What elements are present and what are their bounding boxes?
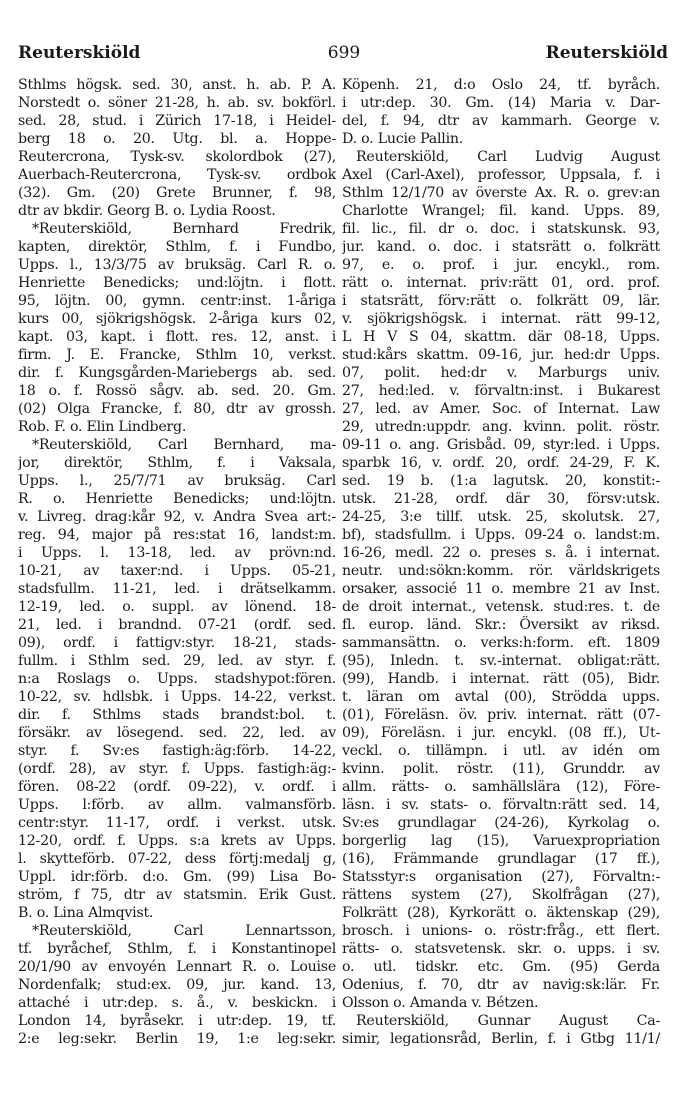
text-line: berg 18 o. 20. Utg. bl. a. Hoppe- [18,131,336,147]
text-line: fl. europ. länd. Skr.: Översikt av riksd. [342,617,660,633]
text-line: 12-20, ordf. f. Upps. s:a krets av Upps. [18,833,336,849]
text-line: kapt. 03, kapt. i flott. res. 12, anst. i [18,329,336,345]
text-line: Auerbach-Reutercrona, Tysk-sv. ordbok [18,167,336,183]
text-line: attaché i utr:dep. s. å., v. beskickn. i [18,995,336,1011]
text-line: v. Livreg. drag:kår 92, v. Andra Svea art:- [18,509,336,525]
text-line: del, f. 94, dtr av kammarh. George v. [342,113,660,129]
text-line: Charlotte Wrangel; fil. kand. Upps. 89, [342,203,660,219]
text-line: 20/1/90 av envoyén Lennart R. o. Louise [18,959,336,975]
text-line: l. skytteförb. 07-22, dess förtj:medalj g, [18,851,336,867]
text-line: 12-19, led. o. suppl. av lönend. 18- [18,599,336,615]
text-line: 21, led. i brandnd. 07-21 (ordf. sed. [18,617,336,633]
text-line: (ordf. 28), av styr. f. Upps. fastigh:äg:- [18,761,336,777]
text-line: B. o. Lina Almqvist. [18,905,154,921]
text-line: de droit internat., vetensk. stud:res. t. de [342,599,660,615]
text-line: centr:styr. 11-17, ordf. i verkst. utsk. [18,815,336,831]
text-line: dtr av bkdir. Georg B. o. Lydia Roost. [18,203,276,219]
text-line: Nordenfalk; stud:ex. 09, jur. kand. 13, [18,977,336,993]
text-line: utsk. 21-28, ordf. där 30, försv:utsk. [342,491,660,507]
text-line: brosch. i unions- o. röstr:fråg., ett flert. [342,923,660,939]
text-line: L H V S 04, skattm. där 08-18, Upps. [342,329,660,345]
text-line: *Reuterskiöld, Bernhard Fredrik, [32,221,336,237]
text-line: jor, direktör, Sthlm, f. i Vaksala, [18,455,336,471]
text-line: 29, utredn:uppdr. ang. kvinn. polit. röstr. [342,419,660,435]
running-head-right: Reuterskiöld [545,43,668,63]
text-line: (99), Handb. i internat. rätt (05), Bidr. [342,671,660,687]
text-line: neutr. und:sökn:komm. rör. världskrigets [342,563,660,579]
text-line: Reutercrona, Tysk-sv. skolordbok (27), [18,149,336,165]
text-line: o. utl. tidskr. etc. Gm. (95) Gerda [342,959,660,975]
text-line: fil. lic., fil. dr o. doc. i statskunsk. 93, [342,221,660,237]
text-line: läsn. i sv. stats- o. förvaltn:rätt sed. 14, [342,797,660,813]
text-line: n:a Roslags o. Upps. stadshypot:fören. [18,671,336,687]
text-line: bf), stadsfullm. i Upps. 09-24 o. landst:m. [342,527,660,543]
text-line: Uppl. idr:förb. d:o. Gm. (99) Lisa Bo- [18,869,336,885]
text-line: v. sjökrigshögsk. i internat. rätt 99-12, [342,311,660,327]
text-line: (95), Inledn. t. sv.-internat. obligat:rätt. [342,653,660,669]
text-line: Statsstyr:s organisation (27), Förvaltn:- [342,869,660,885]
text-line: Sv:es grundlagar (24-26), Kyrkolag o. [342,815,660,831]
text-line: 95, löjtn. 00, gymn. centr:inst. 1-åriga [18,293,336,309]
text-line: Upps. l:förb. av allm. valmansförb. [18,797,336,813]
text-line: (02) Olga Francke, f. 80, dtr av grossh. [18,401,336,417]
text-line: veckl. o. tillämpn. i utl. av idén om [342,743,660,759]
text-line: rättens system (27), Skolfrågan (27), [342,887,660,903]
text-line: 16-26, medl. 22 o. preses s. å. i internat. [342,545,660,561]
text-line: 09-11 o. ang. Grisbåd. 09, styr:led. i Upps. [342,437,660,453]
text-line: (32). Gm. (20) Grete Brunner, f. 98, [18,185,336,201]
text-line: sed. 19 b. (1:a lagutsk. 20, konstit:- [342,473,660,489]
text-line: Norstedt o. söner 21-28, h. ab. sv. bokförl. [18,95,336,111]
text-line: dir. f. Kungsgården-Mariebergs ab. sed. [18,365,336,381]
text-line: allm. rätts- o. samhällslära (12), Före- [342,779,660,795]
text-line: i Upps. l. 13-18, led. av prövn:nd. [18,545,336,561]
text-line: 10-22, sv. hdlsbk. i Upps. 14-22, verkst. [18,689,336,705]
text-line: jur. kand. o. doc. i statsrätt o. folkrätt [342,239,660,255]
text-line: fören. 08-22 (ordf. 09-22), v. ordf. i [18,779,336,795]
text-line: försäkr. av lösegend. sed. 22, led. av [18,725,336,741]
text-line: Olsson o. Amanda v. Bétzen. [342,995,539,1011]
text-line: sammansättn. o. verks:h:form. eft. 1809 [342,635,660,651]
text-line: reg. 94, major på res:stat 16, landst:m. [18,527,336,543]
text-line: i statsrätt, förv:rätt o. folkrätt 09, lär. [342,293,660,309]
text-line: kapten, direktör, Sthlm, f. i Fundbo, [18,239,336,255]
text-line: Upps. l., 13/3/75 av bruksäg. Carl R. o. [18,257,336,273]
text-line: 24-25, 3:e tillf. utsk. 25, skolutsk. 27, [342,509,660,525]
text-line: 27, hed:led. v. förvaltn:inst. i Bukarest [342,383,660,399]
text-column-right [342,76,660,1048]
text-line: London 14, byråsekr. i utr:dep. 19, tf. [18,1013,336,1029]
text-line: i utr:dep. 30. Gm. (14) Maria v. Dar- [342,95,660,111]
text-line: kvinn. polit. röstr. (11), Grunddr. av [342,761,660,777]
text-line: fullm. i Sthlm sed. 29, led. av styr. f. [18,653,336,669]
text-line: 97, e. o. prof. i jur. encykl., rom. [342,257,660,273]
text-line: Folkrätt (28), Kyrkorätt o. äktenskap (29), [342,905,660,921]
text-line: Köpenh. 21, d:o Oslo 24, tf. byråch. [342,77,660,93]
text-line: simir, legationsråd, Berlin, f. i Gtbg 11/1/ [342,1031,660,1047]
text-line: rätts- o. statsvetensk. skr. o. upps. i sv. [342,941,660,957]
text-column-left [18,76,336,1048]
text-line: Sthlm 12/1/70 av överste Ax. R. o. grev:an [342,185,660,201]
text-line: stud:kårs skattm. 09-16, jur. hed:dr Upps. [342,347,660,363]
text-line: styr. f. Sv:es fastigh:äg:förb. 14-22, [18,743,336,759]
text-line: kurs 00, sjökrigshögsk. 2-åriga kurs 02, [18,311,336,327]
text-line: ström, f 75, dtr av statsmin. Erik Gust. [18,887,336,903]
text-line: orsaker, associé 11 o. membre 21 av Inst. [342,581,660,597]
text-line: firm. J. E. Francke, Sthlm 10, verkst. [18,347,336,363]
text-line: *Reuterskiöld, Carl Bernhard, ma- [32,437,336,453]
text-line: (01), Föreläsn. öv. priv. internat. rätt (07- [342,707,660,723]
text-line: Upps. l., 25/7/71 av bruksäg. Carl [18,473,336,489]
text-line: rätt o. internat. priv:rätt 01, ord. prof. [342,275,660,291]
text-line: Reuterskiöld, Carl Ludvig August [356,149,660,165]
running-head-left: Reuterskiöld [18,43,141,63]
text-line: 10-21, av taxer:nd. i Upps. 05-21, [18,563,336,579]
text-line: tf. byråchef, Sthlm, f. i Konstantinopel [18,941,336,957]
text-line: D. o. Lucie Pallin. [342,131,464,147]
text-line: *Reuterskiöld, Carl Lennartsson, [32,923,336,939]
text-line: t. läran om avtal (00), Strödda upps. [342,689,660,705]
text-line: stadsfullm. 11-21, led. i drätselkamm. [18,581,336,597]
text-line: Axel (Carl-Axel), professor, Uppsala, f. i [342,167,660,183]
text-line: 2:e leg:sekr. Berlin 19, 1:e leg:sekr. [18,1031,336,1047]
text-line: 09), ordf. i fattigv:styr. 18-21, stads- [18,635,336,651]
text-line: 18 o. f. Rossö sågv. ab. sed. 20. Gm. [18,383,336,399]
page-number: 699 [327,43,361,63]
text-line: (16), Främmande grundlagar (17 ff.), [342,851,660,867]
text-line: Rob. F. o. Elin Lindberg. [18,419,187,435]
text-line: Henriette Benedicks; und:löjtn. i flott. [18,275,336,291]
text-line: 27, led. av Amer. Soc. of Internat. Law [342,401,660,417]
text-line: borgerlig lag (15), Varuexpropriation [342,833,660,849]
text-line: Odenius, f. 70, dtr av navig:sk:lär. Fr. [342,977,660,993]
text-line: sed. 28, stud. i Zürich 17-18, i Heidel- [18,113,336,129]
text-line: 07, polit. hed:dr v. Marburgs univ. [342,365,660,381]
text-line: R. o. Henriette Benedicks; und:löjtn. [18,491,336,507]
text-line: 09), Föreläsn. i jur. encykl. (08 ff.), Ut- [342,725,660,741]
text-line: Reuterskiöld, Gunnar August Ca- [356,1013,660,1029]
text-line: sparbk 16, v. ordf. 20, ordf. 24-29, F. K. [342,455,660,471]
text-line: Sthlms högsk. sed. 30, anst. h. ab. P. A. [18,77,336,93]
text-line: dir. f. Sthlms stads brandst:bol. t. [18,707,336,723]
